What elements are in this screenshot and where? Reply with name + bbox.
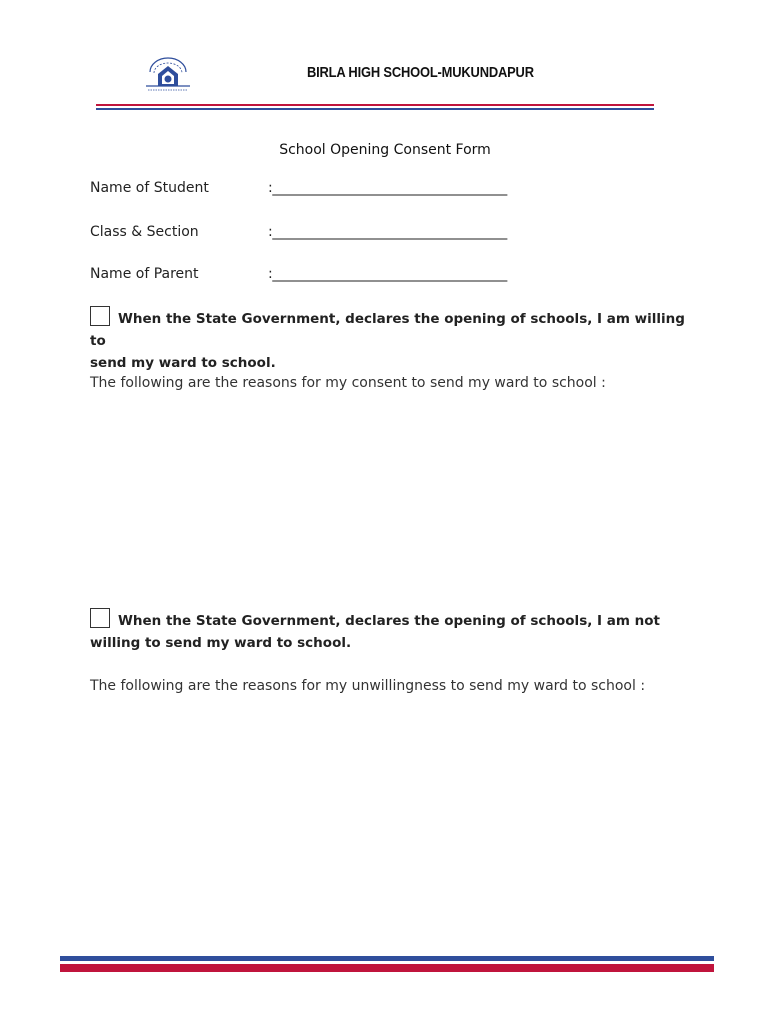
parent-name-field[interactable]	[90, 266, 630, 288]
statement-line: When the State Government, declares the opening of schools, I am willing to	[90, 311, 685, 349]
willing-reasons-prompt: The following are the reasons for my consent to send my ward to school :	[90, 375, 606, 391]
statement-line: send my ward to school.	[90, 355, 276, 371]
statement-line: When the State Government, declares the opening of schools, I am not	[118, 613, 660, 629]
footer-divider-blue	[60, 956, 714, 961]
not-willing-reasons-prompt: The following are the reasons for my unwillingness to send my ward to school :	[90, 678, 646, 694]
class-section-field[interactable]	[90, 224, 630, 246]
statement-line: willing to send my ward to school.	[90, 635, 352, 651]
form-title: School Opening Consent Form	[279, 142, 491, 158]
field-blank-line[interactable]: :___________________________________	[268, 266, 507, 282]
field-blank-line[interactable]: :___________________________________	[268, 180, 507, 196]
header-divider-red	[96, 104, 654, 106]
school-crest-logo	[136, 52, 200, 100]
header-divider-blue	[96, 108, 654, 110]
not-willing-statement	[90, 610, 700, 654]
field-label: Name of Parent	[90, 266, 199, 282]
willing-statement	[90, 308, 700, 374]
field-label: Class & Section	[90, 224, 199, 240]
footer-divider-red	[60, 964, 714, 972]
student-name-field[interactable]	[90, 180, 630, 202]
school-name: BIRLA HIGH SCHOOL-MUKUNDAPUR	[306, 64, 534, 81]
field-label: Name of Student	[90, 180, 209, 196]
field-blank-line[interactable]: :___________________________________	[268, 224, 507, 240]
